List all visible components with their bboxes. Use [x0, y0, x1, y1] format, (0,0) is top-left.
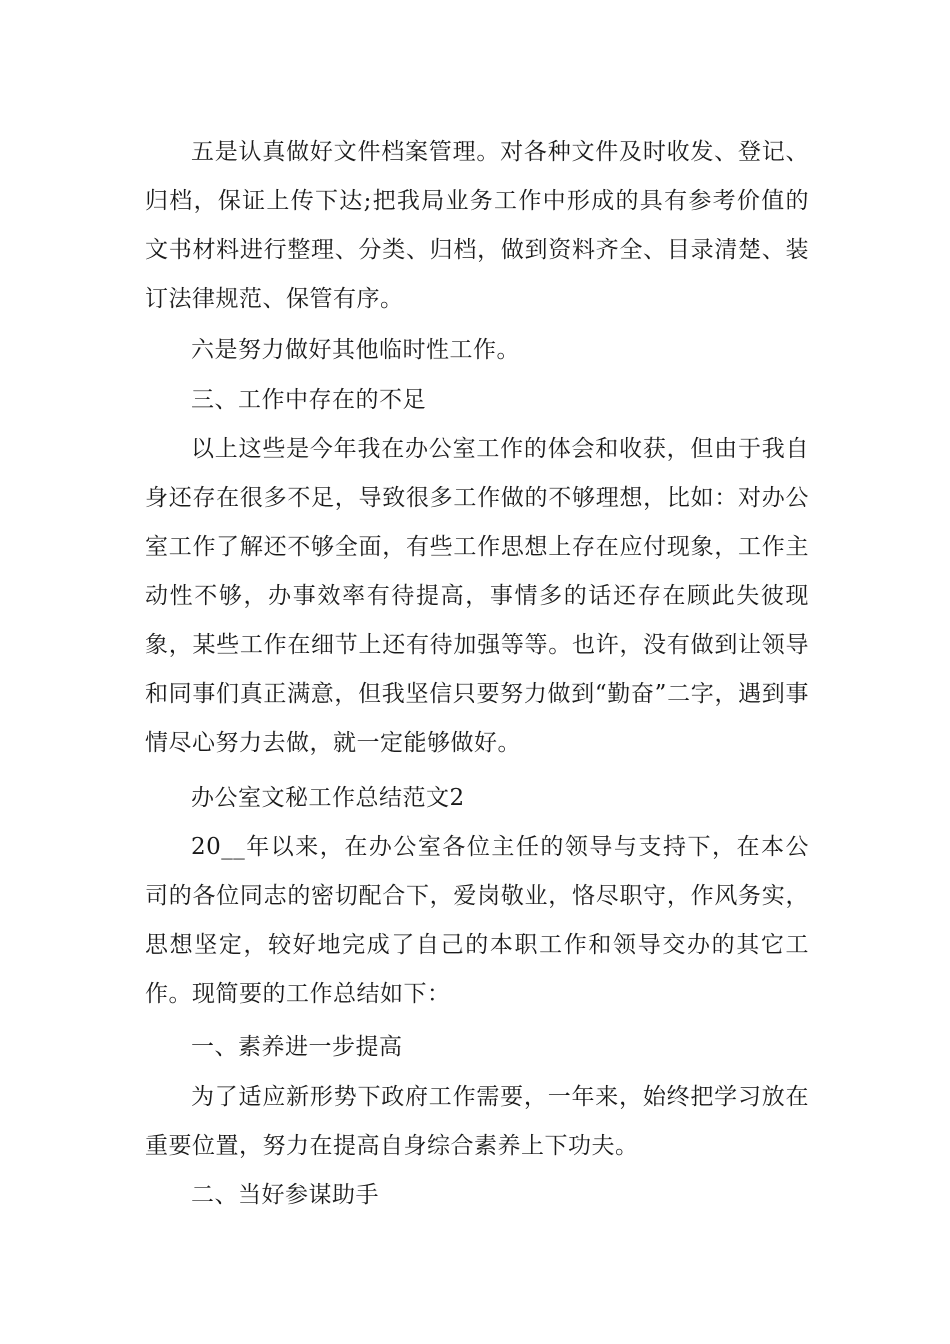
paragraph-shortcomings: 以上这些是今年我在办公室工作的体会和收获，但由于我自身还存在很多不足，导致很多工作做的不够理想，比如：对办公室工作了解还不够全面，有些工作思想上存在应付现象，工作主动性不够，办事效率有待提高，事情多的话还存在顾此失彼现象，某些工作在细节上还有待加强等等。也许，没有做到让领导和同事们真正满意，但我坚信只要努力做到“勤奋”二字，遇到事情尽心努力去做，就一定能够做好。	[145, 436, 809, 756]
paragraph-intro: 20__年以来，在办公室各位主任的领导与支持下，在本公司的各位同志的密切配合下，爱岗敬业，恪尽职守，作风务实，思想坚定，较好地完成了自己的本职工作和领导交办的其它工作。现简要的工作总结如下：	[145, 834, 809, 1007]
section-heading-quality: 一、素养进一步提高	[191, 1034, 403, 1060]
section-heading-assistant: 二、当好参谋助手	[191, 1182, 379, 1208]
document-title-2: 办公室文秘工作总结范文2	[191, 785, 465, 811]
paragraph-temporary-work: 六是努力做好其他临时性工作。	[191, 337, 520, 363]
section-heading-shortcomings: 三、工作中存在的不足	[191, 387, 426, 413]
paragraph-archive-management: 五是认真做好文件档案管理。对各种文件及时收发、登记、归档，保证上传下达;把我局业务工作中形成的具有参考价值的文书材料进行整理、分类、归档，做到资料齐全、目录清楚、装订法律规范、保管有序。	[145, 139, 809, 312]
paragraph-quality: 为了适应新形势下政府工作需要，一年来，始终把学习放在重要位置，努力在提高自身综合素养上下功夫。	[145, 1084, 809, 1159]
